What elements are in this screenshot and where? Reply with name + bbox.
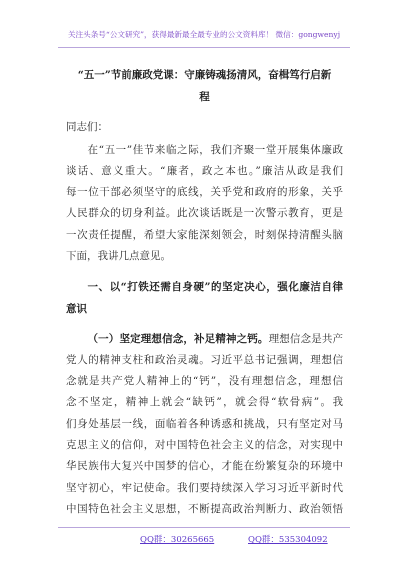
paragraph-line: 党人的精神支柱和政治灵魂。习近平总书记强调，理想信: [66, 353, 343, 366]
heading-line: 意识: [66, 302, 87, 315]
paragraph-line: 一次责任提醒，希望大家能深刻领会，时刻保持清醒头脑: [66, 228, 343, 241]
paragraph-line: 中国特色社会主义思想，不断提高政治判断力、政治领悟: [66, 502, 343, 515]
header-divider: [58, 47, 350, 48]
salutation: [66, 117, 343, 138]
footer-divider: [58, 527, 350, 528]
footer-qq-group-2[interactable]: QQ群：535304092: [248, 535, 328, 545]
paragraph-line: 华民族伟大复兴中国梦的信心，才能在纷繁复杂的环境中: [66, 460, 343, 473]
title-line: “五一”节前廉政党课：守廉铸魂扬清风，奋楫笃行启新: [77, 69, 332, 81]
heading-line: 一、以“打铁还需自身硬”的坚定决心，强化廉洁自律: [87, 280, 343, 293]
title-line: 程: [199, 91, 210, 103]
paragraph-line: 念就是共产党人精神上的“钙”，没有理想信念，理想信: [66, 375, 343, 388]
paragraph-text: 理想信念是共产: [268, 332, 344, 345]
paragraph-line: 们身处基层一线，面临着各种诱惑和挑战，只有坚定对马: [66, 417, 343, 430]
paragraph-line: 每一位干部必须坚守的底线，关乎党和政府的形象，关乎: [66, 186, 343, 199]
paragraph-line: 人民群众的切身利益。此次谈话既是一次警示教育，更是: [66, 207, 343, 220]
subsection-paragraph: [66, 329, 343, 521]
subsection-heading: （一）坚定理想信念，补足精神之钙。: [87, 332, 269, 345]
salutation-text: 同志们：: [66, 121, 108, 133]
footer-qq-group-1[interactable]: QQ群：30265665: [140, 535, 215, 545]
paragraph-line: 克思主义的信仰，对中国特色社会主义的信念，对实现中: [66, 438, 343, 451]
paragraph-line: 谈话、意义重大。“廉者，政之本也。”廉洁从政是我们: [66, 164, 343, 177]
paragraph-line: 在“五一”佳节来临之际，我们齐聚一堂开展集体廉政: [87, 143, 343, 156]
header-promo-text: 关注头条号“公文研究”，获得最新最全最专业的公文资料库！ 微信：gongwenyj: [67, 30, 341, 39]
paragraph-line: 坚守初心，牢记使命。我们要持续深入学习习近平新时代: [66, 481, 343, 494]
intro-paragraph: [66, 140, 343, 268]
paragraph-line: 下面，我讲几点意见。: [66, 249, 171, 262]
paragraph-line: [66, 329, 343, 350]
section-heading: [66, 276, 343, 320]
paragraph-line: 念不坚定，精神上就会“缺钙”，就会得“软骨病”。我: [66, 396, 343, 409]
document-title: [66, 64, 343, 108]
